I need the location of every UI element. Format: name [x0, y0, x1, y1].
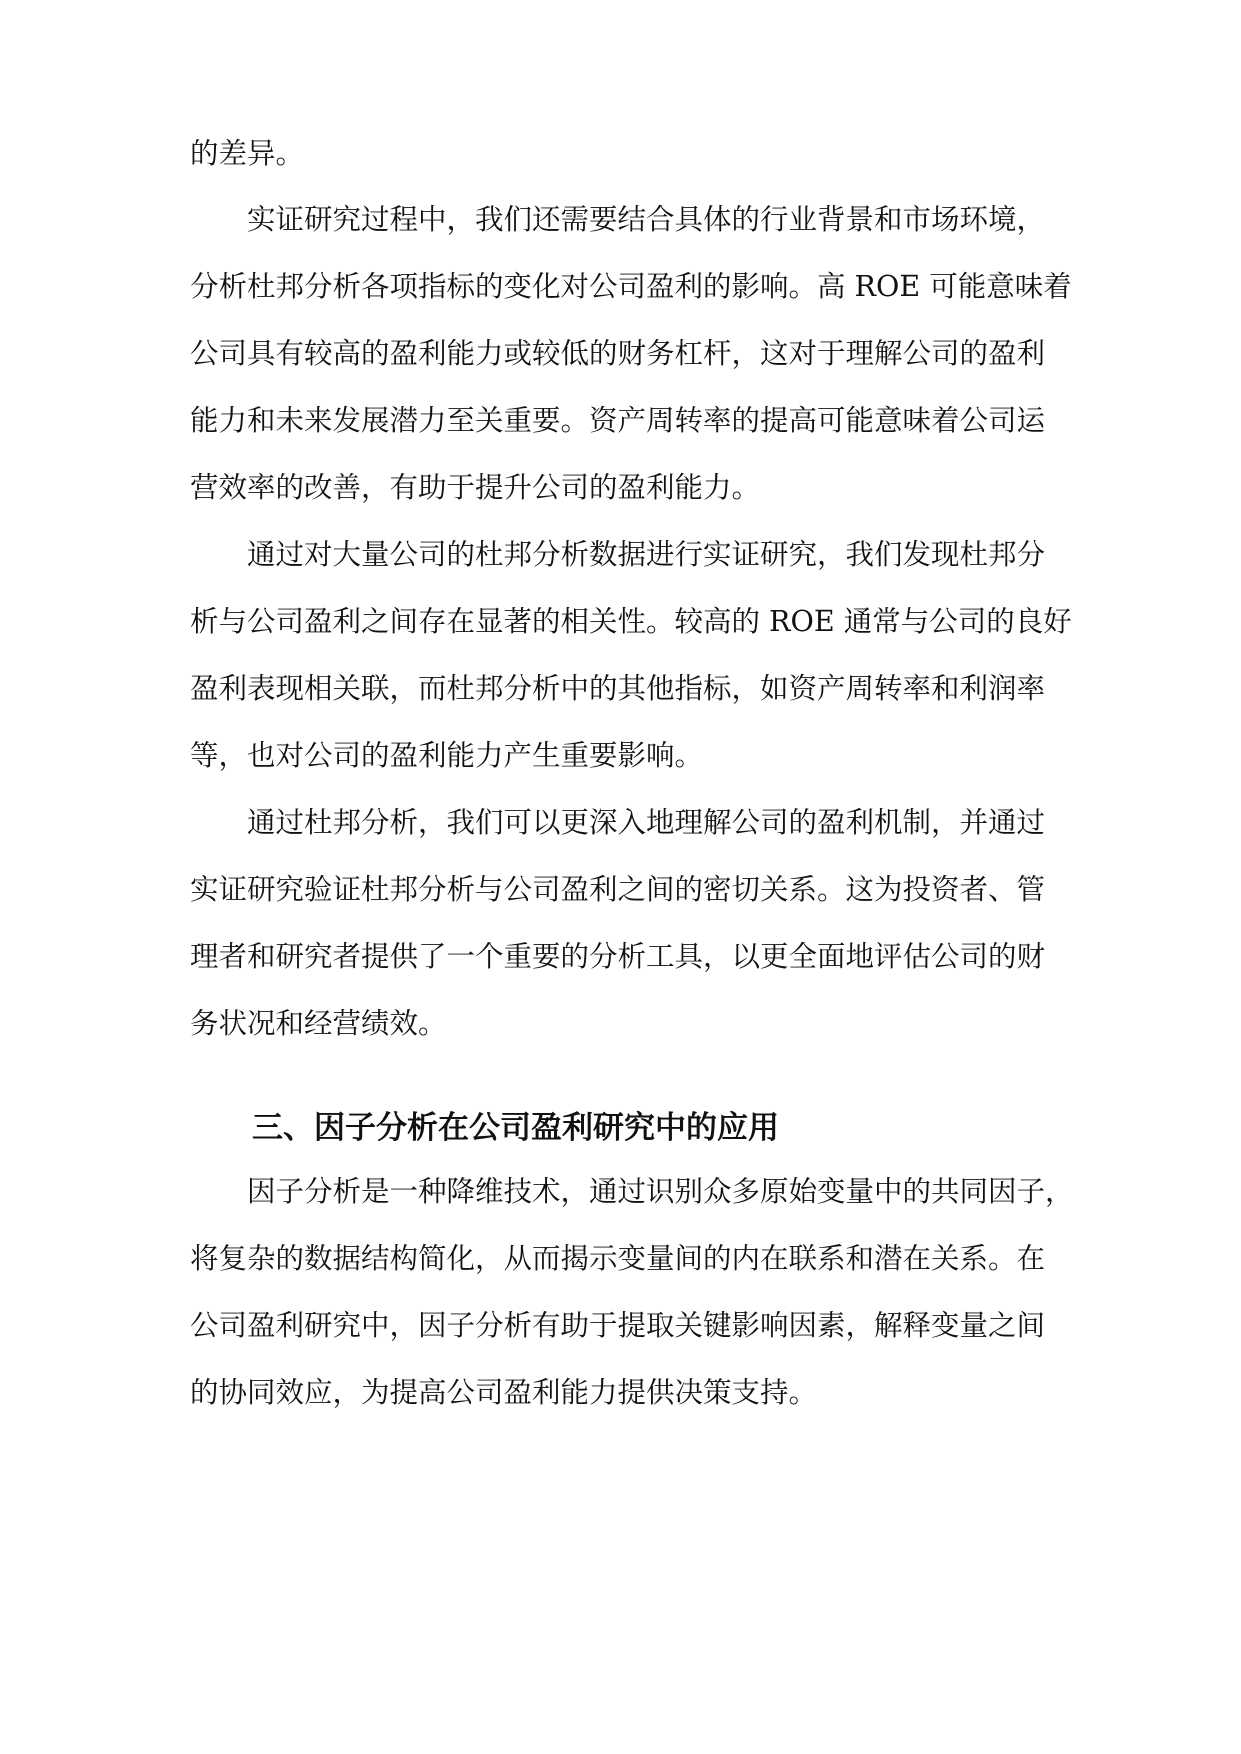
text-line: 实证研究验证杜邦分析与公司盈利之间的密切关系。这为投资者、管	[190, 873, 1046, 906]
text-line: 实证研究过程中，我们还需要结合具体的行业背景和市场环境，	[247, 203, 1046, 236]
text-line: 将复杂的数据结构简化，从而揭示变量间的内在联系和潜在关系。在	[190, 1242, 1046, 1275]
text-line: 等，也对公司的盈利能力产生重要影响。	[190, 739, 704, 772]
text-line: 的协同效应，为提高公司盈利能力提供决策支持。	[190, 1376, 818, 1409]
text-line: 理者和研究者提供了一个重要的分析工具，以更全面地评估公司的财	[190, 940, 1046, 973]
text-line: 公司盈利研究中，因子分析有助于提取关键影响因素，解释变量之间	[190, 1309, 1046, 1342]
text-line: 盈利表现相关联，而杜邦分析中的其他指标，如资产周转率和利润率	[190, 672, 1046, 705]
text-line: 析与公司盈利之间存在显著的相关性。较高的 ROE 通常与公司的良好	[190, 605, 1072, 638]
section-heading: 三、因子分析在公司盈利研究中的应用	[252, 1110, 779, 1146]
text-line: 因子分析是一种降维技术，通过识别众多原始变量中的共同因子，	[247, 1175, 1074, 1208]
text-line: 营效率的改善，有助于提升公司的盈利能力。	[190, 471, 761, 504]
text-line: 公司具有较高的盈利能力或较低的财务杠杆，这对于理解公司的盈利	[190, 337, 1046, 370]
text-line: 能力和未来发展潜力至关重要。资产周转率的提高可能意味着公司运	[190, 404, 1046, 437]
text-line: 分析杜邦分析各项指标的变化对公司盈利的影响。高 ROE 可能意味着	[190, 270, 1072, 303]
text-line: 通过杜邦分析，我们可以更深入地理解公司的盈利机制，并通过	[247, 806, 1046, 839]
text-line: 通过对大量公司的杜邦分析数据进行实证研究，我们发现杜邦分	[247, 538, 1046, 571]
text-line: 务状况和经营绩效。	[190, 1007, 447, 1040]
text-line: 的差异。	[190, 137, 305, 170]
